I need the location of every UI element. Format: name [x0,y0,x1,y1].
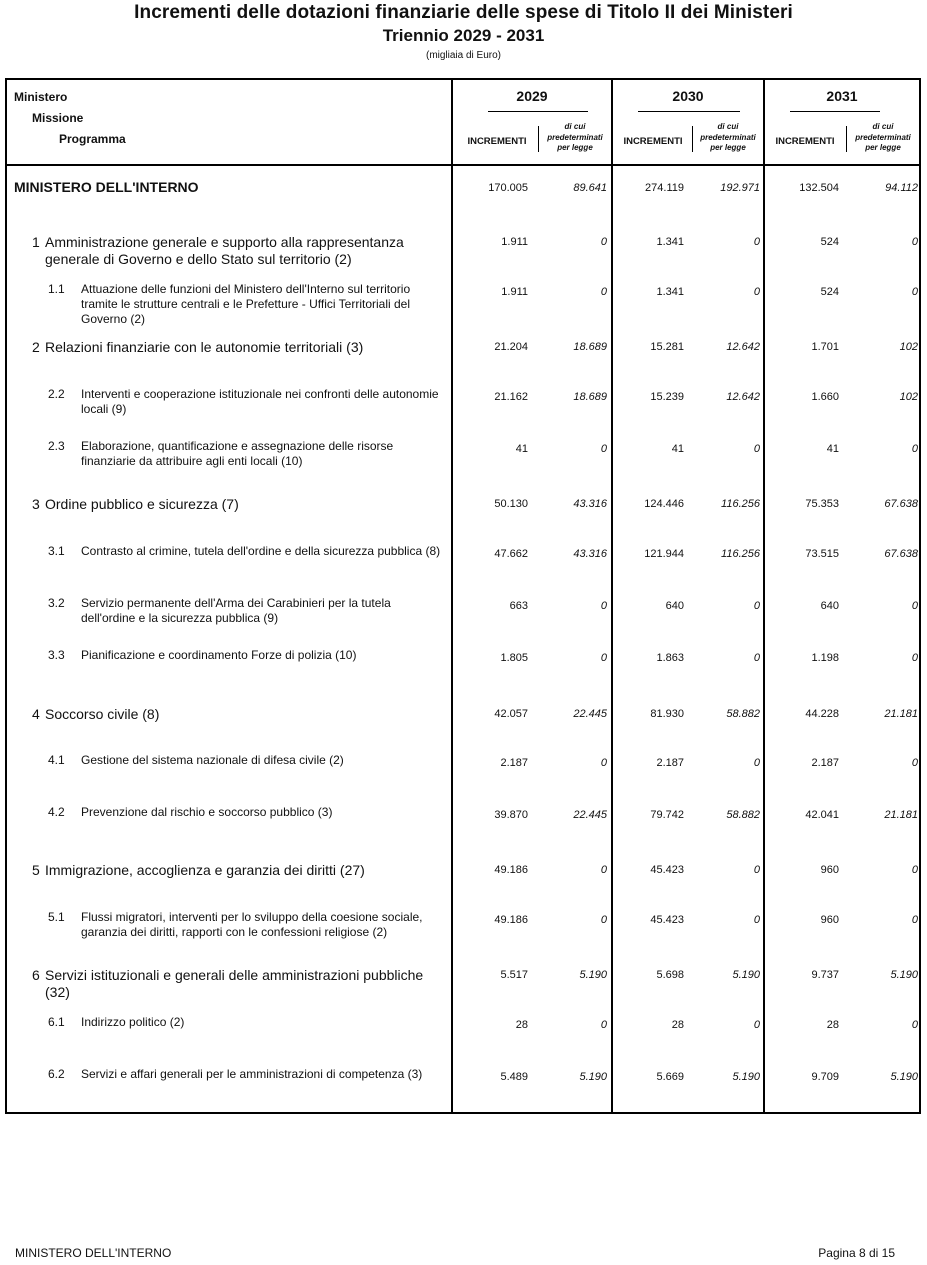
row-description: Flussi migratori, interventi per lo sviluppo della coesione sociale, garanzia dei diritti, rapporti con le confessioni religiose (2) [81,910,423,939]
predeterminati-value: 43.316 [573,498,607,510]
row-number: 2 [32,339,40,355]
predeterminati-value: 0 [600,757,607,769]
unit-note: (migliaia di Euro) [425,50,502,61]
incrementi-value: 42.057 [494,708,528,720]
incrementi-value: 15.239 [650,391,684,403]
row-description: Attuazione delle funzioni del Ministero dell'Interno sul territorio tramite le strutture centrali e le Prefetture - Uffici Territoriali del Governo (2) [81,282,411,326]
incrementi-value: 45.423 [650,914,684,926]
header-bottom-border [5,164,920,166]
predeterminati-value: 5.190 [732,969,760,981]
incrementi-value: 663 [509,600,528,612]
predeterminati-value: 0 [753,864,760,876]
dicui-header: di cui predeterminati per legge [700,122,756,152]
predeterminati-value: 0 [753,757,760,769]
incrementi-header: INCREMENTI [775,136,835,147]
incrementi-value: 44.228 [805,708,839,720]
predeterminati-value: 0 [911,236,918,248]
row-number: 4 [32,706,40,722]
row-description: Prevenzione dal rischio e soccorso pubblico (3) [81,805,333,819]
incrementi-value: 47.662 [494,548,528,560]
incrementi-value: 1.805 [500,652,528,664]
incrementi-value: 42.041 [805,809,839,821]
row-number: 5 [32,862,40,878]
col-sep-2031 [763,78,765,1114]
incrementi-value: 49.186 [494,864,528,876]
incrementi-value: 5.517 [500,969,528,981]
year-underline [790,111,880,112]
incrementi-value: 41 [826,443,839,455]
ministry-label: MINISTERO DELL'INTERNO [14,179,199,195]
predeterminati-value: 0 [911,1019,918,1031]
page-title: Incrementi delle dotazioni finanziarie delle spese di Titolo II dei Ministeri [134,2,793,23]
incrementi-value: 41 [515,443,528,455]
incrementi-value: 124.446 [644,498,684,510]
incrementi-value: 960 [820,864,839,876]
predeterminati-value: 0 [753,286,760,298]
incrementi-value: 1.911 [501,236,528,248]
predeterminati-value: 12.642 [726,391,760,403]
row-description: Relazioni finanziarie con le autonomie territoriali (3) [45,339,364,355]
predeterminati-value: 0 [753,236,760,248]
dicui-header: di cui predeterminati per legge [855,122,911,152]
row-description: Amministrazione generale e supporto alla rappresentanza generale di Governo e dello Stato sul territorio (2) [45,234,404,267]
row-description: Ordine pubblico e sicurezza (7) [45,496,239,512]
year-2031: 2031 [826,88,858,104]
incrementi-value: 81.930 [650,708,684,720]
incrementi-value: 132.504 [799,182,839,194]
predeterminati-value: 21.181 [884,809,918,821]
predeterminati-value: 58.882 [726,809,760,821]
incrementi-value: 121.944 [644,548,684,560]
incrementi-value: 21.162 [494,391,528,403]
predeterminati-value: 18.689 [573,341,607,353]
predeterminati-value: 0 [600,1019,607,1031]
year-2030: 2030 [672,88,704,104]
incrementi-value: 1.701 [811,341,839,353]
row-description: Servizi e affari generali per le amministrazioni di competenza (3) [81,1067,423,1081]
predeterminati-value: 89.641 [573,182,607,194]
incrementi-value: 960 [820,914,839,926]
incrementi-value: 49.186 [494,914,528,926]
row-description: Servizio permanente dell'Arma dei Carabinieri per la tutela dell'ordine e la sicurezza pubblica (9) [81,596,391,625]
row-number: 1 [32,234,40,250]
incrementi-value: 45.423 [650,864,684,876]
incrementi-value: 524 [820,286,839,298]
right-border [919,78,921,1114]
predeterminati-value: 43.316 [573,548,607,560]
incrementi-value: 28 [515,1019,528,1031]
row-description: Soccorso civile (8) [45,706,160,722]
predeterminati-value: 58.882 [726,708,760,720]
predeterminati-value: 22.445 [573,809,607,821]
incrementi-value: 28 [826,1019,839,1031]
predeterminati-value: 0 [911,652,918,664]
incrementi-value: 41 [671,443,684,455]
predeterminati-value: 12.642 [726,341,760,353]
row-number: 4.2 [48,805,65,819]
row-description: Immigrazione, accoglienza e garanzia dei diritti (27) [45,862,365,878]
predeterminati-value: 0 [911,443,918,455]
row-number: 6.1 [48,1015,65,1029]
subcol-sep [692,126,693,152]
incrementi-value: 1.911 [501,286,528,298]
row-number: 3 [32,496,40,512]
predeterminati-value: 5.190 [890,969,918,981]
dicui-header: di cui predeterminati per legge [547,122,603,152]
incrementi-value: 640 [665,600,684,612]
year-underline [638,111,740,112]
incrementi-value: 2.187 [500,757,528,769]
predeterminati-value: 0 [911,757,918,769]
incrementi-value: 274.119 [645,182,684,194]
predeterminati-value: 0 [600,914,607,926]
footer-page-number: Pagina 8 di 15 [818,1246,895,1260]
incrementi-value: 50.130 [494,498,528,510]
predeterminati-value: 18.689 [573,391,607,403]
row-description: Servizi istituzionali e generali delle amministrazioni pubbliche (32) [45,967,424,1000]
predeterminati-value: 0 [600,236,607,248]
left-border [5,78,7,1114]
incrementi-header: INCREMENTI [467,136,527,147]
row-description: Pianificazione e coordinamento Forze di polizia (10) [81,648,357,662]
incrementi-value: 15.281 [650,341,684,353]
predeterminati-value: 0 [911,864,918,876]
col-sep-2029 [451,78,453,1114]
row-description: Contrasto al crimine, tutela dell'ordine e della sicurezza pubblica (8) [81,544,441,558]
predeterminati-value: 192.971 [720,182,760,194]
row-number: 2.2 [48,387,65,401]
predeterminati-value: 5.190 [732,1071,760,1083]
row-number: 3.3 [48,648,65,662]
year-2029: 2029 [516,88,548,104]
predeterminati-value: 5.190 [890,1071,918,1083]
predeterminati-value: 0 [600,652,607,664]
row-number: 4.1 [48,753,65,767]
row-description: Elaborazione, quantificazione e assegnazione delle risorse finanziarie da attribuire agli enti locali (10) [81,439,394,468]
row-number: 3.2 [48,596,65,610]
incrementi-value: 1.863 [656,652,684,664]
predeterminati-value: 21.181 [884,708,918,720]
row-number: 5.1 [48,910,65,924]
incrementi-value: 5.489 [500,1071,528,1083]
predeterminati-value: 0 [911,600,918,612]
incrementi-value: 73.515 [805,548,839,560]
predeterminati-value: 5.190 [579,1071,607,1083]
predeterminati-value: 22.445 [573,708,607,720]
predeterminati-value: 94.112 [885,182,918,194]
incrementi-value: 39.870 [494,809,528,821]
incrementi-value: 9.737 [811,969,839,981]
row-description: Indirizzo politico (2) [81,1015,185,1029]
incrementi-value: 9.709 [811,1071,839,1083]
page-subtitle: Triennio 2029 - 2031 [382,26,545,45]
predeterminati-value: 116.256 [721,548,760,560]
incrementi-value: 5.669 [656,1071,684,1083]
predeterminati-value: 102 [899,341,918,353]
incrementi-value: 79.742 [650,809,684,821]
incrementi-value: 1.341 [656,286,684,298]
col-header-ministero: Ministero [14,90,68,104]
incrementi-value: 524 [820,236,839,248]
predeterminati-value: 116.256 [721,498,760,510]
predeterminati-value: 0 [753,443,760,455]
row-number: 6 [32,967,40,983]
predeterminati-value: 67.638 [884,548,918,560]
predeterminati-value: 0 [600,443,607,455]
predeterminati-value: 102 [899,391,918,403]
incrementi-header: INCREMENTI [623,136,683,147]
col-sep-2030 [611,78,613,1114]
incrementi-value: 28 [671,1019,684,1031]
col-header-programma: Programma [59,132,126,146]
row-description: Interventi e cooperazione istituzionale nei confronti delle autonomie locali (9) [81,387,439,416]
row-number: 2.3 [48,439,65,453]
incrementi-value: 75.353 [805,498,839,510]
row-number: 3.1 [48,544,65,558]
subcol-sep [846,126,847,152]
predeterminati-value: 0 [911,286,918,298]
predeterminati-value: 67.638 [884,498,918,510]
subcol-sep [538,126,539,152]
year-underline [488,111,588,112]
predeterminati-value: 0 [753,914,760,926]
incrementi-value: 2.187 [656,757,684,769]
incrementi-value: 1.198 [811,652,839,664]
row-number: 6.2 [48,1067,65,1081]
predeterminati-value: 0 [753,1019,760,1031]
footer-ministry: MINISTERO DELL'INTERNO [15,1246,172,1260]
table-bottom-border [5,1112,920,1114]
incrementi-value: 5.698 [656,969,684,981]
incrementi-value: 2.187 [811,757,839,769]
row-number: 1.1 [48,282,65,296]
predeterminati-value: 0 [911,914,918,926]
predeterminati-value: 5.190 [579,969,607,981]
predeterminati-value: 0 [600,600,607,612]
col-header-missione: Missione [32,111,84,125]
predeterminati-value: 0 [600,864,607,876]
row-description: Gestione del sistema nazionale di difesa civile (2) [81,753,344,767]
predeterminati-value: 0 [753,652,760,664]
table-top-border [5,78,920,80]
incrementi-value: 21.204 [494,341,528,353]
incrementi-value: 1.341 [656,236,684,248]
incrementi-value: 170.005 [488,182,528,194]
incrementi-value: 640 [820,600,839,612]
incrementi-value: 1.660 [811,391,839,403]
predeterminati-value: 0 [600,286,607,298]
predeterminati-value: 0 [753,600,760,612]
